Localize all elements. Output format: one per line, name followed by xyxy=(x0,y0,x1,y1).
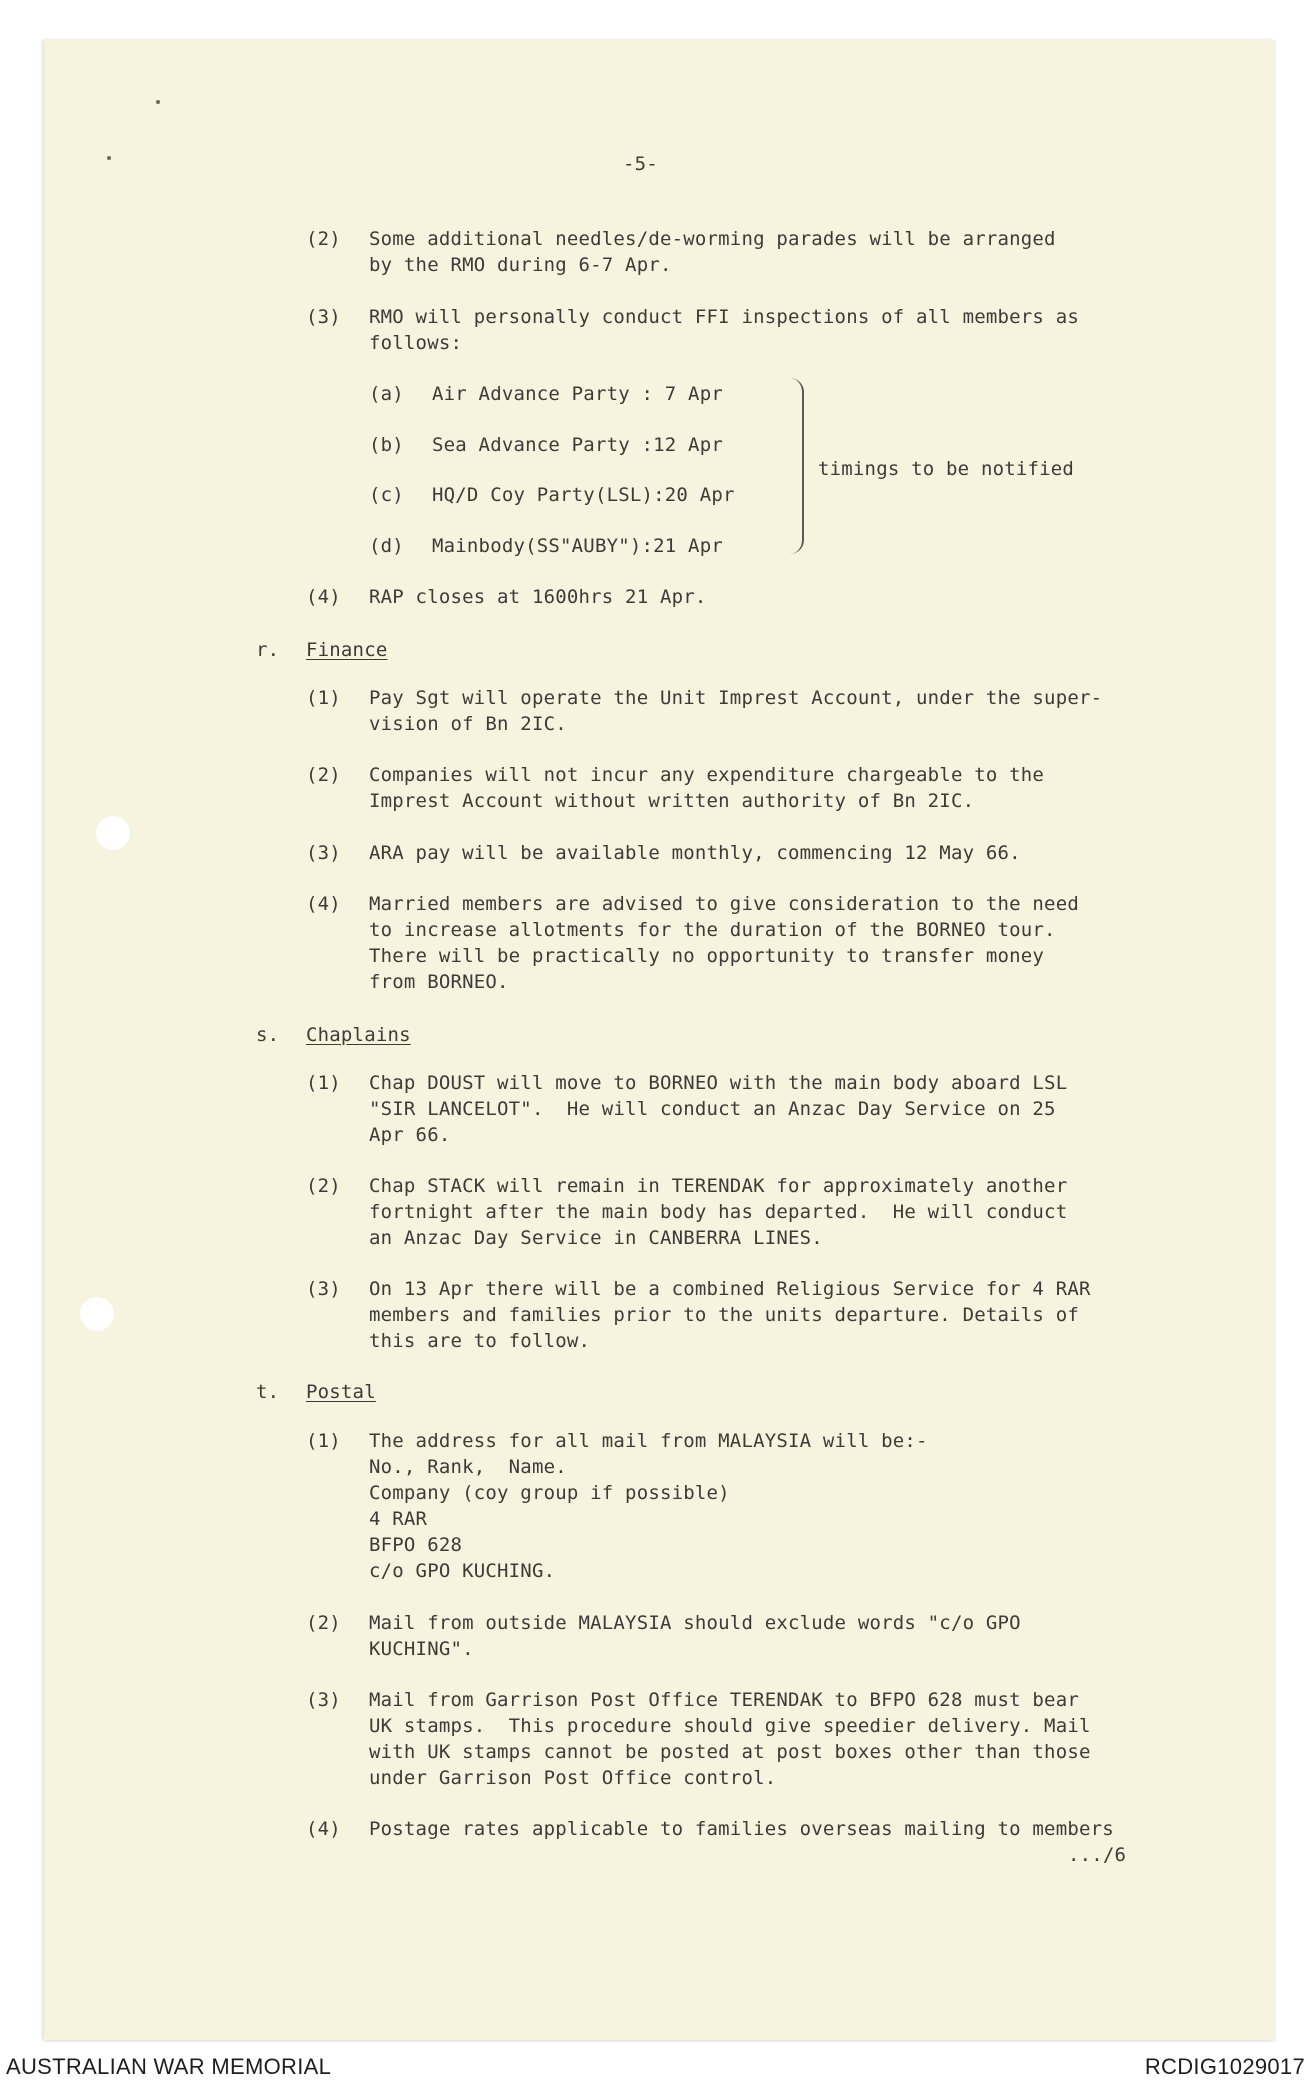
text-line: by the RMO during 6-7 Apr. xyxy=(369,254,672,276)
item-number: (3) xyxy=(306,842,341,864)
text-line: with UK stamps cannot be posted at post boxes other than those xyxy=(369,1741,1091,1763)
item-number: (2) xyxy=(306,1175,341,1197)
section-heading-chaplains: Chaplains xyxy=(306,1024,411,1046)
text-line: Pay Sgt will operate the Unit Imprest Account, under the super- xyxy=(369,687,1103,709)
item-number: (3) xyxy=(306,306,341,328)
section-letter: r. xyxy=(256,639,280,661)
text-line: Companies will not incur any expenditure chargeable to the xyxy=(369,764,1045,786)
brace-bracket xyxy=(790,378,804,554)
text-line: On 13 Apr there will be a combined Religious Service for 4 RAR xyxy=(369,1278,1091,1300)
text-line: Air Advance Party : 7 Apr xyxy=(432,383,723,405)
punch-hole-top xyxy=(96,816,130,850)
text-line: Postage rates applicable to families overseas mailing to members xyxy=(369,1818,1114,1840)
text-line: members and families prior to the units departure. Details of xyxy=(369,1304,1079,1326)
text-line: vision of Bn 2IC. xyxy=(369,713,567,735)
text-line: RMO will personally conduct FFI inspections of all members as xyxy=(369,306,1079,328)
text-line: Sea Advance Party :12 Apr xyxy=(432,434,723,456)
address-line: Company (coy group if possible) xyxy=(369,1482,730,1504)
item-number: (3) xyxy=(306,1278,341,1300)
text-line: HQ/D Coy Party(LSL):20 Apr xyxy=(432,484,735,506)
address-line: c/o GPO KUCHING. xyxy=(369,1560,556,1582)
item-number: (1) xyxy=(306,1430,341,1452)
text-line: Mail from outside MALAYSIA should exclude words "c/o GPO xyxy=(369,1612,1021,1634)
item-number: (1) xyxy=(306,687,341,709)
item-number: (1) xyxy=(306,1072,341,1094)
archive-name: AUSTRALIAN WAR MEMORIAL xyxy=(6,2054,332,2079)
item-number: (4) xyxy=(306,1818,341,1840)
text-line: The address for all mail from MALAYSIA will be:- xyxy=(369,1430,928,1452)
text-line: Married members are advised to give consideration to the need xyxy=(369,893,1079,915)
paper-speck xyxy=(156,100,160,104)
item-number: (4) xyxy=(306,586,341,608)
address-line: No., Rank, Name. xyxy=(369,1456,567,1478)
sub-item-number: (b) xyxy=(369,434,404,456)
section-heading-finance: Finance xyxy=(306,639,388,661)
text-line: follows: xyxy=(369,332,463,354)
punch-hole-bottom xyxy=(80,1297,114,1331)
text-line: There will be practically no opportunity to transfer money xyxy=(369,945,1045,967)
text-line: under Garrison Post Office control. xyxy=(369,1767,777,1789)
item-number: (4) xyxy=(306,893,341,915)
paper-speck xyxy=(107,156,111,160)
text-line: Mail from Garrison Post Office TERENDAK to BFPO 628 must bear xyxy=(369,1689,1079,1711)
item-number: (2) xyxy=(306,764,341,786)
section-letter: t. xyxy=(256,1381,280,1403)
item-number: (3) xyxy=(306,1689,341,1711)
timings-note: timings to be notified xyxy=(818,458,1075,480)
text-line: Imprest Account without written authority of Bn 2IC. xyxy=(369,790,975,812)
section-letter: s. xyxy=(256,1024,280,1046)
text-line: to increase allotments for the duration of the BORNEO tour. xyxy=(369,919,1056,941)
sub-item-number: (c) xyxy=(369,484,404,506)
text-line: from BORNEO. xyxy=(369,971,509,993)
sub-item-number: (a) xyxy=(369,383,404,405)
continuation-marker: .../6 xyxy=(1068,1844,1127,1866)
text-line: an Anzac Day Service in CANBERRA LINES. xyxy=(369,1227,823,1249)
page-number: -5- xyxy=(623,153,658,175)
text-line: "SIR LANCELOT". He will conduct an Anzac Day Service on 25 xyxy=(369,1098,1056,1120)
text-line: Apr 66. xyxy=(369,1124,451,1146)
sub-item-number: (d) xyxy=(369,535,404,557)
text-line: Chap DOUST will move to BORNEO with the main body aboard LSL xyxy=(369,1072,1068,1094)
text-line: Chap STACK will remain in TERENDAK for approximately another xyxy=(369,1175,1068,1197)
text-line: UK stamps. This procedure should give speedier delivery. Mail xyxy=(369,1715,1091,1737)
address-line: BFPO 628 xyxy=(369,1534,463,1556)
record-id: RCDIG1029017 xyxy=(1144,2054,1305,2079)
text-line: KUCHING". xyxy=(369,1638,474,1660)
section-heading-postal: Postal xyxy=(306,1381,376,1403)
text-line: ARA pay will be available monthly, commencing 12 May 66. xyxy=(369,842,1021,864)
text-line: Some additional needles/de-worming parades will be arranged xyxy=(369,228,1056,250)
text-line: fortnight after the main body has departed. He will conduct xyxy=(369,1201,1068,1223)
item-number: (2) xyxy=(306,228,341,250)
text-line: this are to follow. xyxy=(369,1330,591,1352)
text-line: RAP closes at 1600hrs 21 Apr. xyxy=(369,586,707,608)
text-line: Mainbody(SS"AUBY"):21 Apr xyxy=(432,535,723,557)
item-number: (2) xyxy=(306,1612,341,1634)
address-line: 4 RAR xyxy=(369,1508,428,1530)
